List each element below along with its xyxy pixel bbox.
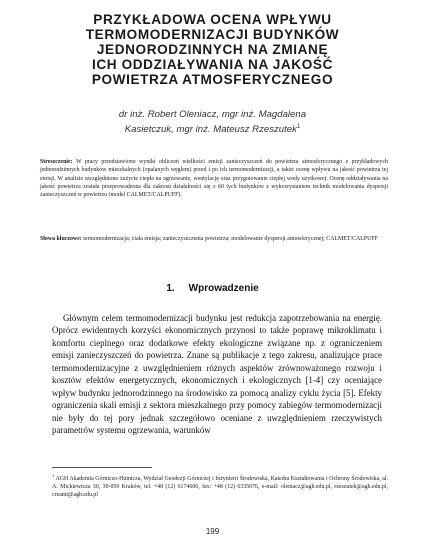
authors-line-2-text: Kasietczuk, mgr inż. Mateusz Rzeszutek — [124, 124, 297, 136]
abstract-label: Streszczenie: — [40, 159, 73, 165]
paper-title — [40, 12, 385, 87]
abstract-text: W pracy przedstawiono wyniki obliczeń wielkości emisji zanieczyszczeń do powietrza atmosferycznego z przykładowych jednorodzinnych budynków mieszkalnych (opalanych węglem) przed i po ich termomodernizacji, a także ocenę wpływu na jakość powietrza tej emisji. W analizie uwzględniono zużycie ciepła na ogrzewanie, wentylację oraz przygotowanie ciepłej wody użytkowej. Ocenę oddziaływania na jakość powietrza została przeprowadzona dla zakresu działalności się z 60 tych budynków z wykorzystaniem technik modelowania dyspersji zanieczyszczeń w powietrzu (model CALMET/CALPUFF). — [40, 159, 388, 199]
footnote-mark: 1 — [52, 473, 55, 478]
abstract — [40, 158, 388, 200]
section-number: 1. — [166, 283, 175, 294]
authors-line-1: dr inż. Robert Oleniacz, mgr inż. Magdalena — [118, 109, 307, 120]
page-number: 199 — [205, 527, 220, 536]
author-list — [60, 108, 365, 136]
title-line: JEDNORODZINNYCH NA ZMIANĘ — [96, 42, 329, 57]
section-heading — [0, 283, 425, 294]
footnote — [52, 472, 388, 500]
authors-line-2 — [60, 121, 365, 136]
title-line: POWIETRZA ATMOSFERYCZNEGO — [91, 72, 334, 87]
section-title: Wprowadzenie — [188, 283, 259, 294]
keywords — [40, 235, 388, 243]
title-line: PRZYKŁADOWA OCENA WPŁYWU — [93, 12, 332, 27]
author-footnote-mark: 1 — [296, 124, 301, 130]
footnote-text: AGH Akademia Górniczo-Hutnicza, Wydział Geodezji Górniczej i Inżynierii Środowiska, Katedra Kształtowania i Ochrony Środowiska, al. A. Mickiewicza 30, 30-059 Kraków, tel. +48 (12) 6174606, fax: +48 (12) 6335076, e-mail: oleniacz@agh.edu.pl, rzeszutek@agh.edu.pl, creamt@agh.edu.pl — [52, 475, 388, 499]
keywords-text: termomodernizacja; ciała emisja; zanieczyszczenia powietrza; modelowanie dyspersji atmosferycznej; CALMET/CALPUFF — [83, 236, 378, 242]
body-paragraph: Głównym celem termomodernizacji budynku jest redukcja zapotrzebowania na energię. Oprócz ewidentnych korzyści ekonomicznych przynosi to także poprawę mikroklimatu i komfortu cieplnego oraz dodatkowe efekty ekologiczne związane np. z ograniczeniem emisji zanieczyszczeń do powietrza. Znane są publikacje z tego zakresu, analizujące prace termomodernizacyjne z uwzględnieniem różnych aspektów zrównoważonego rozwoju i kosztów efektów energetycznych, ekonomicznych i ekologicznych [1-4] czy oceniające wpływ budynku jednorodzinnego na środowisko za pomocą analizy cyklu życia [5]. Efekty ograniczenia skali emisji z sektora mieszkalnego przy pomocy zabiegów termomodernizacji nie były do tej pory jednak szczegółowo oceniane z uwzględnieniem rzeczywistych parametrów systemu ogrzewania, warunków — [52, 313, 382, 436]
footnote-divider — [52, 467, 152, 468]
title-line: ICH ODDZIAŁYWANIA NA JAKOŚĆ — [91, 57, 333, 72]
title-line: TERMOMODERNIZACJI BUDYNKÓW — [85, 27, 340, 42]
keywords-label: Słowa kluczowe: — [40, 236, 82, 242]
